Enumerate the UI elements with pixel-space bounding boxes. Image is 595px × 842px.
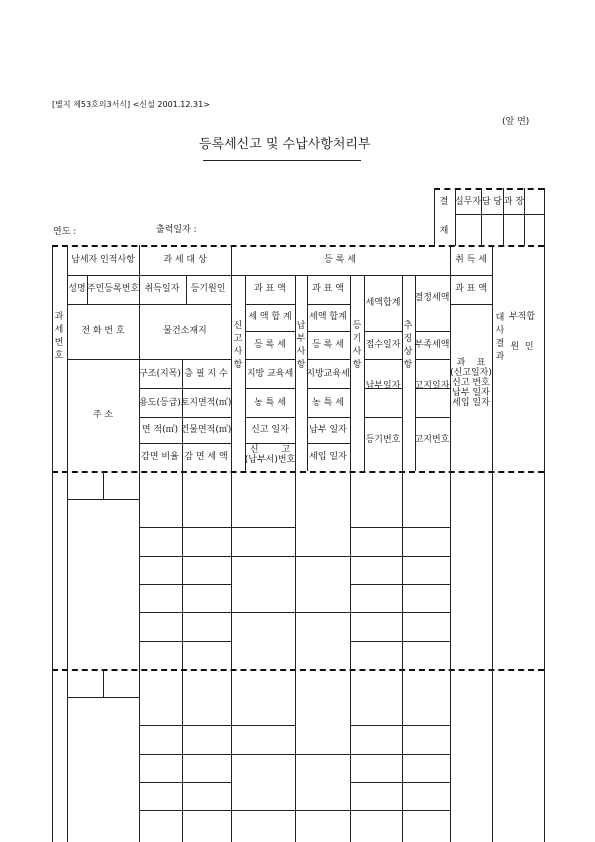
approval-col-staff: 실무자 xyxy=(454,197,482,207)
col-collect-tax: 부족세액 xyxy=(414,340,450,350)
col-tax-sum-2: 세액 합계 xyxy=(309,312,347,322)
col-local-edu-2: 지방교육세 xyxy=(306,369,350,379)
col-ledger: 대사결과 xyxy=(495,313,505,362)
col-area: 면 적(㎡) xyxy=(141,425,179,435)
group-acquisition: 취 득 세 xyxy=(455,255,487,265)
col-acq-detail: 과 표 (신고일자) 신고 번호 납부 일자 세입 일자 xyxy=(450,358,492,408)
col-report-no-1: 신 고 (납부서)번호 xyxy=(244,445,296,465)
year-label: 연도 : xyxy=(53,227,77,237)
print-date-label: 출력일자 : xyxy=(156,225,197,235)
group-registration: 등 록 세 xyxy=(324,255,356,265)
col-notice-no: 고지번호 xyxy=(414,435,450,445)
col-structure: 구조(지목) xyxy=(139,369,181,379)
col-notice-date: 고지일자 xyxy=(414,381,450,391)
col-payment: 납부사항 xyxy=(296,321,306,370)
col-phone: 전 화 번 호 xyxy=(81,326,125,336)
col-receipt-date: 접수일자 xyxy=(365,340,401,350)
col-address: 주 소 xyxy=(92,410,114,420)
col-location: 물건소재지 xyxy=(163,326,207,336)
col-floors: 층 필 지 수 xyxy=(184,369,228,379)
col-tax-date-2: 세입 일자 xyxy=(309,452,347,462)
col-report: 신고사항 xyxy=(233,321,243,370)
col-land-area: 토지면적(㎡) xyxy=(180,398,232,408)
form-header: [별지 제53호의3서식] <신설 2001.12.31> xyxy=(52,100,210,109)
col-reg-cause: 등기원인 xyxy=(190,284,226,294)
col-report-date-1: 신고 일자 xyxy=(251,425,289,435)
col-pay-date-2: 납부 일자 xyxy=(309,425,347,435)
col-reduction-tax: 감 면 세 액 xyxy=(184,452,228,462)
col-tax-no: 과세번호 xyxy=(54,312,64,361)
page-title: 등록세신고 및 수납사항처리부 xyxy=(199,137,371,152)
approval-col-chief: 과 장 xyxy=(503,197,525,207)
col-decided-tax: 결정세액 xyxy=(414,293,450,303)
col-pay-date-3: 납부일자 xyxy=(365,381,401,391)
col-acq-date: 취득일자 xyxy=(144,284,180,294)
col-tax-total: 세액합계 xyxy=(365,298,401,308)
col-standard-1: 과 표 액 xyxy=(254,284,286,294)
col-tax-sum-1: 세 액 합 계 xyxy=(248,312,292,322)
col-reduction-rate: 감면 비율 xyxy=(141,452,179,462)
col-collection: 추징상항 xyxy=(403,321,413,370)
group-object: 과 세 대 상 xyxy=(163,255,207,265)
col-name: 성명 xyxy=(68,284,86,294)
col-standard-2: 과 표 액 xyxy=(312,284,344,294)
side-label: (앞 면) xyxy=(502,117,530,127)
col-reason: 부적합 원 인 xyxy=(508,312,536,352)
col-rrn: 주민등록번호 xyxy=(86,284,140,294)
col-farm-2: 농 특 세 xyxy=(312,398,344,408)
col-reg-no: 등기번호 xyxy=(365,435,401,445)
col-local-edu-1: 지방 교육세 xyxy=(246,369,294,379)
col-acq-standard: 과 표 액 xyxy=(455,284,487,294)
col-use: 용도(등급) xyxy=(139,398,181,408)
approval-col-manager: 담 당 xyxy=(481,197,503,207)
col-reg-tax-1: 등 록 세 xyxy=(254,340,286,350)
title-underline xyxy=(203,160,361,161)
approval-label-1: 결 xyxy=(439,197,449,207)
col-farm-1: 농 특 세 xyxy=(254,398,286,408)
col-reg-tax-2: 등 록 세 xyxy=(312,340,344,350)
col-reg-matters: 등기사항 xyxy=(352,321,362,370)
col-bldg-area: 건물면적(㎡) xyxy=(180,425,232,435)
group-taxpayer: 납세자 인적사항 xyxy=(71,255,135,265)
approval-label-2: 재 xyxy=(439,226,449,236)
